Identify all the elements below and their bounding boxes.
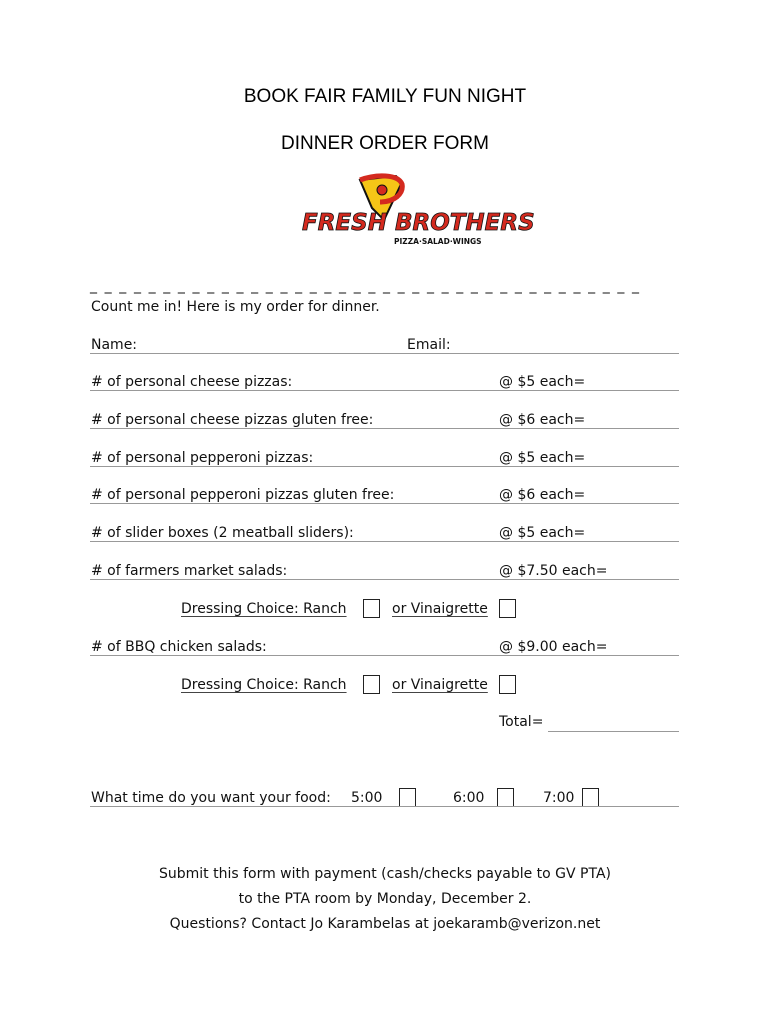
intro-text: Count me in! Here is my order for dinner. xyxy=(91,299,380,315)
time-option-label: 5:00 xyxy=(351,790,383,806)
time-600-checkbox[interactable] xyxy=(497,788,514,807)
footer-line-2: to the PTA room by Monday, December 2. xyxy=(238,891,532,907)
item-price: @ $7.50 each= xyxy=(499,563,608,579)
name-label: Name: xyxy=(91,337,138,353)
ranch-checkbox[interactable] xyxy=(363,599,380,618)
logo-graphic xyxy=(298,172,535,250)
total-label: Total= xyxy=(499,714,544,730)
dressing-ranch-label: Dressing Choice: Ranch xyxy=(181,677,347,693)
item-qty-field[interactable] xyxy=(90,466,679,467)
item-label: # of personal cheese pizzas: xyxy=(91,374,293,390)
form-subtitle: DINNER ORDER FORM xyxy=(281,133,489,154)
logo-text-sub: PIZZA·SALAD·WINGS xyxy=(394,237,482,246)
item-label: # of personal cheese pizzas gluten free: xyxy=(91,412,374,428)
item-price: @ $5 each= xyxy=(499,450,586,466)
vinaigrette-checkbox[interactable] xyxy=(499,599,516,618)
item-price: @ $6 each= xyxy=(499,412,586,428)
time-500-checkbox[interactable] xyxy=(399,788,416,807)
form-title: BOOK FAIR FAMILY FUN NIGHT xyxy=(243,86,527,107)
item-label: # of farmers market salads: xyxy=(91,563,288,579)
item-qty-field[interactable] xyxy=(90,428,679,429)
footer-line-1: Submit this form with payment (cash/checks payable to GV PTA) xyxy=(158,866,612,882)
item-price: @ $5 each= xyxy=(499,374,586,390)
logo-text-main: FRESH BROTHERS xyxy=(302,210,535,236)
time-700-checkbox[interactable] xyxy=(582,788,599,807)
time-option-label: 6:00 xyxy=(453,790,485,806)
item-qty-field[interactable] xyxy=(90,390,679,391)
vinaigrette-label: or Vinaigrette xyxy=(392,601,488,617)
vinaigrette-checkbox[interactable] xyxy=(499,675,516,694)
item-qty-field[interactable] xyxy=(90,579,679,580)
time-underline xyxy=(90,806,679,807)
name-email-field[interactable] xyxy=(90,353,679,354)
time-question: What time do you want your food: xyxy=(91,790,331,806)
email-label: Email: xyxy=(407,337,451,353)
item-label: # of personal pepperoni pizzas gluten free: xyxy=(91,487,395,503)
item-price: @ $9.00 each= xyxy=(499,639,608,655)
dressing-ranch-label: Dressing Choice: Ranch xyxy=(181,601,347,617)
item-label: # of slider boxes (2 meatball sliders): xyxy=(91,525,354,541)
item-price: @ $5 each= xyxy=(499,525,586,541)
vinaigrette-label: or Vinaigrette xyxy=(392,677,488,693)
item-label: # of personal pepperoni pizzas: xyxy=(91,450,314,466)
time-option-label: 7:00 xyxy=(543,790,575,806)
item-price: @ $6 each= xyxy=(499,487,586,503)
item-qty-field[interactable] xyxy=(90,541,679,542)
fresh-brothers-logo xyxy=(298,172,535,250)
item-label: # of BBQ chicken salads: xyxy=(91,639,267,655)
total-field[interactable] xyxy=(548,731,679,732)
item-qty-field[interactable] xyxy=(90,655,679,656)
ranch-checkbox[interactable] xyxy=(363,675,380,694)
item-qty-field[interactable] xyxy=(90,503,679,504)
cut-line: _ _ _ _ _ _ _ _ _ _ _ _ _ _ _ _ _ _ _ _ _ _ _ _ _ _ _ _ _ _ _ _ _ _ _ _ _ _ xyxy=(90,278,641,294)
footer-line-3: Questions? Contact Jo Karambelas at joekaramb@verizon.net xyxy=(169,916,601,932)
